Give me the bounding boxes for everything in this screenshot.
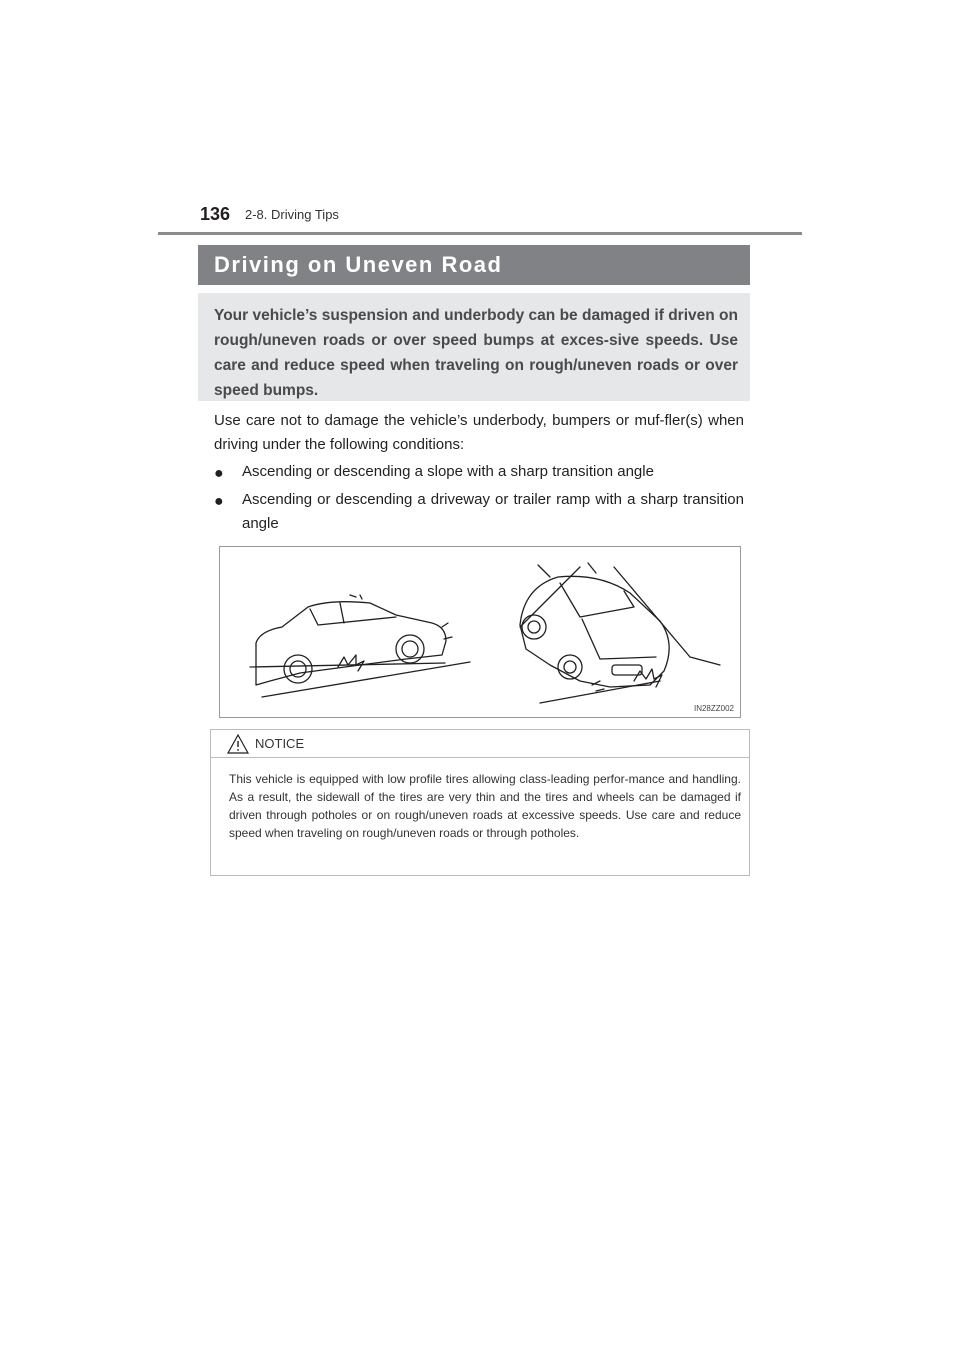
bullet-icon: ● — [214, 493, 224, 510]
header-divider — [158, 232, 802, 235]
breadcrumb: 2-8. Driving Tips — [245, 207, 339, 222]
condition-list — [214, 460, 744, 540]
notice-label: NOTICE — [255, 736, 305, 751]
list-item-text: Ascending or descending a driveway or trailer ramp with a sharp transition angle — [242, 491, 744, 532]
section-title: Driving on Uneven Road — [198, 245, 750, 285]
car-scraping-illustration — [220, 547, 742, 719]
summary-box: Your vehicle’s suspension and underbody can be damaged if driven on rough/uneven roads or over speed bumps at exces-sive speeds. Use care and reduce speed when traveling on rough/uneven roads or over speed bumps. — [198, 293, 750, 401]
warning-triangle-icon — [227, 734, 249, 754]
bullet-icon: ● — [214, 465, 224, 482]
notice-header — [211, 730, 749, 758]
list-item — [214, 460, 744, 484]
illustration — [219, 546, 741, 718]
illustration-code: IN28ZZ002 — [693, 704, 734, 713]
notice-box — [210, 729, 750, 876]
intro-paragraph: Use care not to damage the vehicle’s underbody, bumpers or muf-fler(s) when driving under the following conditions: — [214, 412, 744, 453]
list-item-text: Ascending or descending a slope with a sharp transition angle — [242, 463, 654, 480]
notice-text: This vehicle is equipped with low profile tires allowing class-leading perfor-mance and handling. As a result, the sidewall of the tires are very thin and the tires and wheels can be damaged if driven through potholes or on rough/uneven roads at excessive speeds. Use care and reduce speed when traveling on rough/uneven roads or through potholes. — [229, 772, 741, 840]
list-item — [214, 488, 744, 536]
page-number: 136 — [200, 204, 231, 224]
